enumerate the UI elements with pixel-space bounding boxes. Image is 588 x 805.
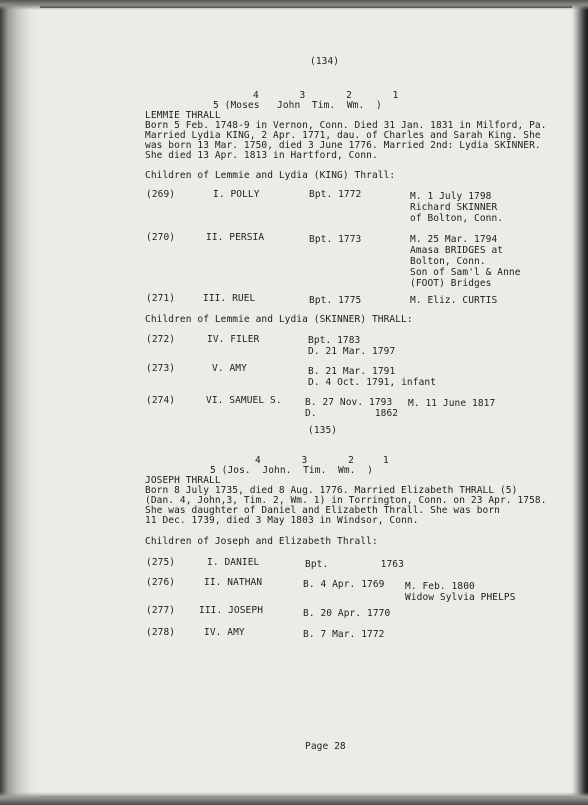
page-number-top: (134) — [310, 56, 340, 67]
child-number: (271) — [146, 293, 176, 304]
child-name: V. AMY — [212, 363, 247, 374]
bio-line: Married Lydia KING, 2 Apr. 1771, dau. of Charles and Sarah King. She — [145, 130, 541, 141]
bio-line: Born 8 July 1735, died 8 Aug. 1776. Married Elizabeth THRALL (5) — [145, 485, 518, 496]
child-number: (272) — [146, 334, 176, 345]
child-number: (275) — [146, 557, 176, 568]
child-note: M. 1 July 1798 — [410, 191, 492, 202]
child-note: M. 25 Mar. 1794 — [410, 234, 498, 245]
lineage-line: 5 (Jos. John. Tim. Wm. ) — [210, 465, 373, 476]
page-top-edge — [0, 0, 588, 10]
lineage-line: 5 (Moses John Tim. Wm. ) — [213, 100, 382, 111]
child-number: (270) — [146, 232, 176, 243]
child-number: (277) — [146, 605, 176, 616]
child-date: D. 1862 — [305, 408, 399, 419]
child-number: (269) — [146, 189, 176, 200]
child-number: (274) — [146, 395, 176, 406]
child-note: M. Eliz. CURTIS — [410, 295, 498, 306]
child-note: Richard SKINNER — [410, 202, 498, 213]
child-date: B. 4 Apr. 1769 — [303, 579, 385, 590]
child-date: D. 21 Mar. 1797 — [308, 346, 396, 357]
bio-line: She was daughter of Daniel and Elizabeth Thrall. She was born — [145, 505, 500, 516]
child-name: II. PERSIA — [206, 232, 265, 243]
child-date: Bpt. 1773 — [309, 234, 362, 245]
generation-numbers: 4 3 2 1 — [253, 90, 399, 101]
children-heading: Children of Joseph and Elizabeth Thrall: — [145, 536, 378, 547]
person-name: JOSEPH THRALL — [145, 475, 221, 486]
page-bottom-edge — [0, 792, 588, 805]
child-note: Bolton, Conn. — [410, 256, 486, 267]
child-number: (273) — [146, 363, 176, 374]
child-name: I. DANIEL — [207, 557, 260, 568]
bio-line: (Dan. 4, John,3, Tim. 2, Wm. 1) in Torrington, Conn. on 23 Apr. 1758. — [145, 495, 547, 506]
child-note: Son of Sam'l & Anne — [410, 267, 521, 278]
child-name: IV. FILER — [207, 334, 260, 345]
child-note: of Bolton, Conn. — [410, 213, 504, 224]
children-heading: Children of Lemmie and Lydia (SKINNER) THRALL: — [145, 314, 413, 325]
child-name: III. JOSEPH — [199, 605, 264, 616]
child-name: I. POLLY — [213, 189, 260, 200]
children-heading: Children of Lemmie and Lydia (KING) Thrall: — [145, 170, 396, 181]
child-date: B. 21 Mar. 1791 — [308, 366, 396, 377]
child-note: M. 11 June 1817 — [408, 398, 496, 409]
child-note: Widow Sylvia PHELPS — [405, 592, 516, 603]
child-date: D. 4 Oct. 1791, infant — [308, 377, 437, 388]
child-date: B. 20 Apr. 1770 — [303, 608, 391, 619]
book-binding-shadow — [0, 0, 40, 805]
child-date: Bpt. 1775 — [309, 295, 362, 306]
bio-line: She died 13 Apr. 1813 in Hartford, Conn. — [145, 150, 378, 161]
child-note: Amasa BRIDGES at — [410, 245, 504, 256]
child-name: II. NATHAN — [204, 577, 263, 588]
child-date: Bpt. 1772 — [309, 189, 362, 200]
generation-numbers: 4 3 2 1 — [255, 455, 389, 466]
child-date: Bpt. 1783 — [308, 335, 361, 346]
page-right-edge — [572, 0, 588, 805]
bio-line: was born 13 Mar. 1750, died 3 June 1776. Married 2nd: Lydia SKINNER. — [145, 140, 541, 151]
child-name: VI. SAMUEL S. — [206, 395, 282, 406]
child-name: IV. AMY — [204, 627, 245, 638]
section-number: (135) — [308, 425, 338, 436]
bio-line: 11 Dec. 1739, died 3 May 1803 in Windsor, Conn. — [145, 515, 419, 526]
child-date: Bpt. 1763 — [305, 559, 404, 570]
person-name: LEMMIE THRALL — [145, 110, 221, 121]
page-footer: Page 28 — [305, 741, 346, 752]
child-note: (FOOT) Bridges — [410, 278, 492, 289]
child-date: B. 27 Nov. 1793 — [305, 397, 393, 408]
child-number: (278) — [146, 627, 176, 638]
child-number: (276) — [146, 577, 176, 588]
child-name: III. RUEL — [203, 293, 256, 304]
child-date: B. 7 Mar. 1772 — [303, 629, 385, 640]
child-note: M. Feb. 1800 — [405, 581, 475, 592]
bio-line: Born 5 Feb. 1748-9 in Vernon, Conn. Died 31 Jan. 1831 in Milford, Pa. — [145, 120, 547, 131]
